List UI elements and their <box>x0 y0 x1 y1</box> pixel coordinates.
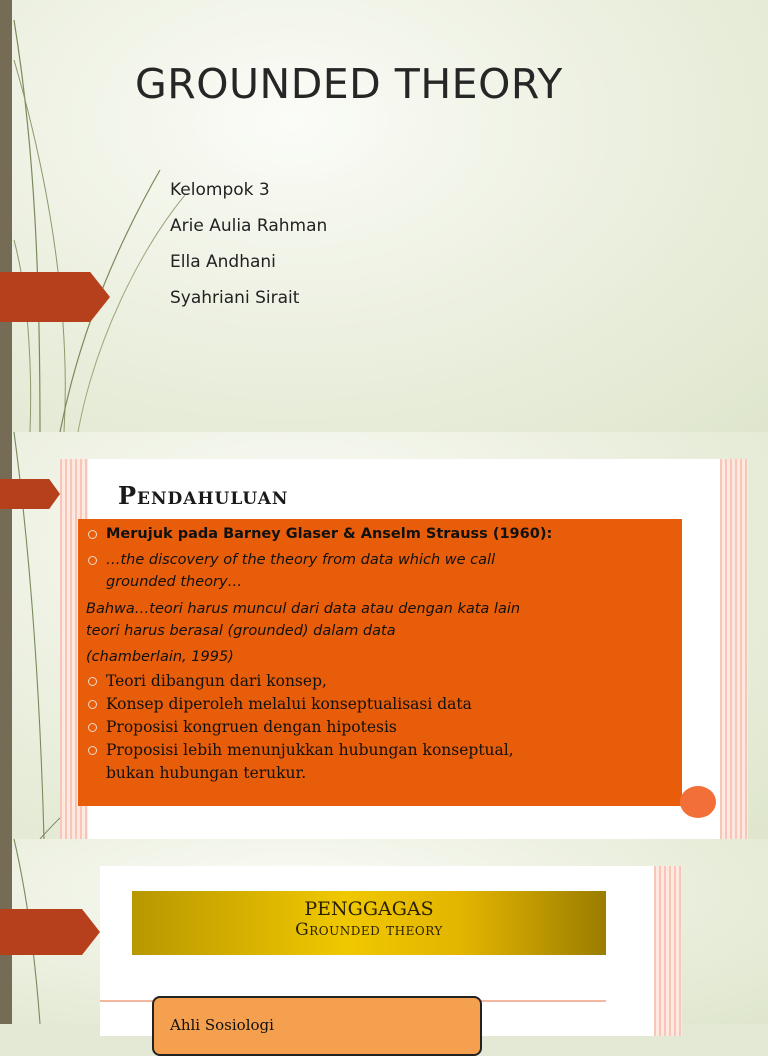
bullet-icon <box>88 677 97 686</box>
bullet-line: Merujuk pada Barney Glaser & Anselm Strauss (1960): <box>86 523 674 545</box>
decorative-circle-icon <box>680 786 716 818</box>
banner-subtitle: Grounded theory <box>295 920 443 940</box>
title-slide[interactable] <box>0 0 768 432</box>
bullet-icon <box>88 746 97 755</box>
right-stripe-border <box>654 866 682 1036</box>
member-list <box>170 178 327 322</box>
bullet-icon <box>88 723 97 732</box>
bullet-icon <box>88 700 97 709</box>
citation-line: (chamberlain, 1995) <box>86 649 234 665</box>
bullet-line: Teori dibangun dari konsep, <box>86 670 674 693</box>
continuation-line: grounded theory… <box>106 574 243 590</box>
bullet-line: …the discovery of the theory from data which we call <box>86 549 674 571</box>
bullet-line: Proposisi kongruen dengan hipotesis <box>86 716 674 739</box>
list-item: Kelompok 3 <box>170 180 270 200</box>
list-item: Ella Andhani <box>170 252 276 272</box>
bullet-line: Proposisi lebih menunjukkan hubungan konseptual, <box>86 739 674 762</box>
penggagas-image <box>100 866 682 1036</box>
right-stripe-border <box>720 459 748 851</box>
pendahuluan-image <box>60 459 748 851</box>
banner <box>132 891 606 955</box>
content-box <box>78 519 682 806</box>
quote-line: teori harus berasal (grounded) dalam data <box>86 623 396 639</box>
page-title: GROUNDED THEORY <box>135 60 563 108</box>
sociologist-box: Ahli Sosiologi <box>152 996 482 1056</box>
bullet-icon <box>88 556 97 565</box>
list-item: Arie Aulia Rahman <box>170 216 328 236</box>
list-item: Syahriani Sirait <box>170 288 300 308</box>
quote-line: Bahwa…teori harus muncul dari data atau dengan kata lain <box>86 601 521 617</box>
accent-arrow-tab <box>0 909 100 955</box>
intro-slide[interactable] <box>0 432 768 839</box>
banner-title: PENGGAGAS <box>304 898 434 920</box>
accent-arrow-tab <box>0 272 110 322</box>
section-heading: Pendahuluan <box>118 481 289 510</box>
continuation-line: bukan hubungan terukur. <box>106 764 307 782</box>
penggagas-slide[interactable] <box>0 839 768 1034</box>
bullet-line: Konsep diperoleh melalui konseptualisasi data <box>86 693 674 716</box>
bullet-icon <box>88 530 97 539</box>
accent-arrow-tab <box>0 479 60 509</box>
